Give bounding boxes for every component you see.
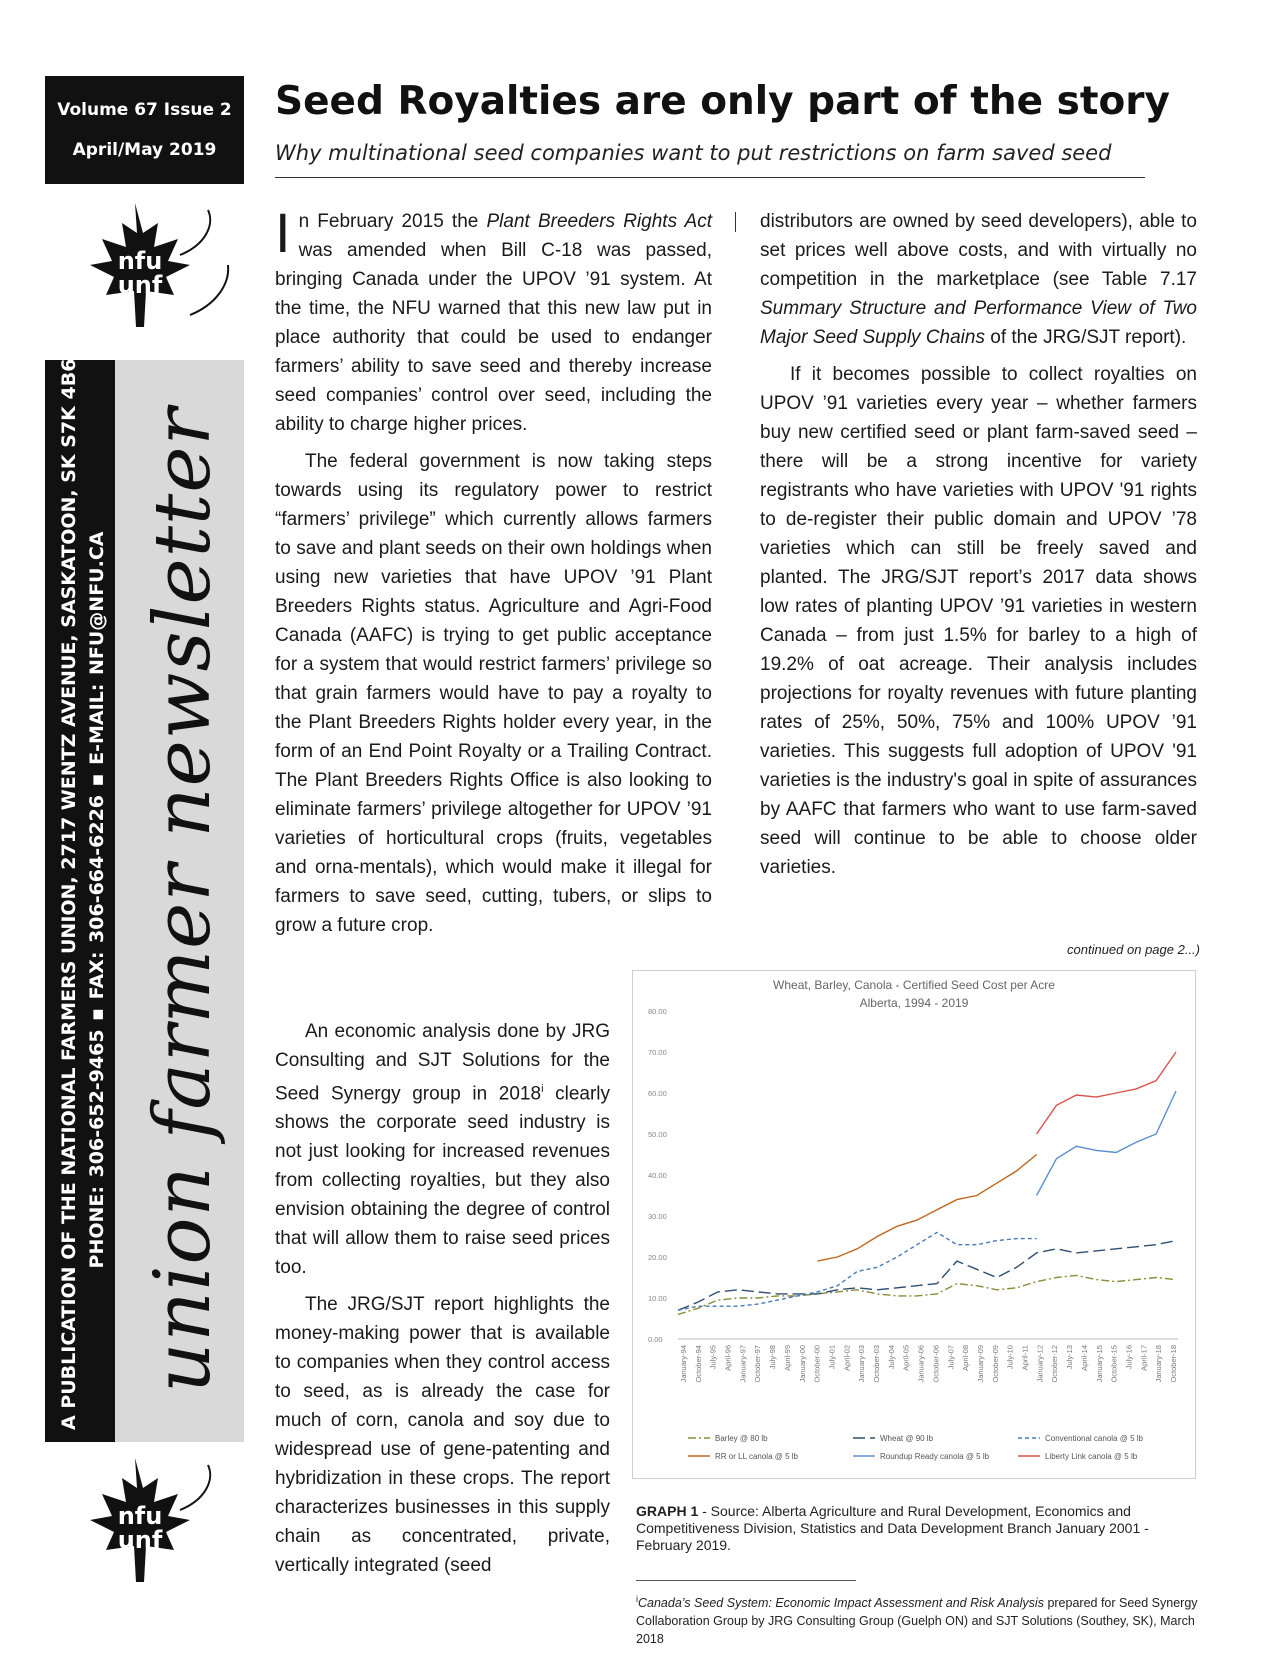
x-tick-label: April-05 — [901, 1345, 911, 1371]
article-subhead: Why multinational seed companies want to put restrictions on farm saved seed — [275, 141, 1112, 165]
x-tick-label: July-04 — [886, 1345, 896, 1370]
p3-text-b: clearly shows the corporate seed industry is not just looking for increased revenues from collecting royalties, but they also envision obtaining the degree of control that will allow them to raise seed prices too. — [275, 1083, 611, 1279]
chart-title: Wheat, Barley, Canola - Certified Seed Cost per Acre — [773, 978, 1055, 992]
x-tick-label: April-17 — [1139, 1345, 1149, 1371]
paragraph-2: The federal government is now taking steps towards using its regulatory power to restrict “farmers’ privilege” which currently allows farmers to save and plant seeds on their own holdings when using new varieties that have UPOV ’91 Plant Breeders Rights status. Agriculture and Agri-Food Canada (AAFC) is trying to get public acceptance for a system that would restrict farmers’ privilege so that grain farmers would have to pay a royalty to the Plant Breeders Rights holder every year, in the form of an End Point Royalty or a Trailing Contract. The Plant Breeders Rights Office is also looking to eliminate farmers’ privilege altogether for UPOV ’91 varieties of horticultural crops (fruits, vegetables and orna-mentals), which would make it illegal for farmers to save seed, cutting, tubers, or slips to grow a future crop. — [275, 451, 712, 936]
x-tick-label: October-09 — [990, 1345, 1000, 1383]
legend-label: Roundup Ready canola @ 5 lb — [880, 1452, 990, 1461]
legend-label: Liberty Link canola @ 5 lb — [1045, 1452, 1138, 1461]
p3-text-a: An economic analysis done by JRG Consulting and SJT Solutions for the Seed Synergy group in 2018 — [275, 1021, 610, 1105]
x-tick-label: July-10 — [1005, 1345, 1015, 1370]
logo-nfu-text: nfu — [117, 247, 163, 275]
x-tick-label: October-94 — [693, 1345, 703, 1383]
y-tick-label: 20.00 — [648, 1253, 667, 1262]
paragraph-6: If it becomes possible to collect royalties on UPOV ’91 varieties every year – whether farmers buy new certified seed or plant farm-saved seed – there will be a strong incentive for variety registrants who have varieties with UPOV '91 rights to de-register their public domain and UPOV ’78 varieties which can still be freely saved and planted. The JRG/SJT report’s 2017 data shows low rates of planting UPOV ’91 varieties in western Canada – from just 1.5% for barley to a high of 19.2% of oat acreage. Their analysis includes projections for royalty revenues with future planting rates of 25%, 50%, 75% and 100% UPOV ’91 varieties. This suggests full adoption of UPOV '91 varieties is the industry's goal in spite of assurances by AAFC that farmers who want to use farm-saved seed will continue to be able to choose older varieties. — [760, 364, 1197, 878]
x-tick-label: July-95 — [708, 1345, 718, 1370]
x-tick-label: July-13 — [1065, 1345, 1075, 1370]
x-tick-label: January-09 — [975, 1345, 985, 1383]
legend-label: RR or LL canola @ 5 lb — [715, 1452, 798, 1461]
continued-note: continued on page 2...) — [1067, 942, 1200, 957]
y-tick-label: 50.00 — [648, 1130, 667, 1139]
x-tick-label: July-07 — [946, 1345, 956, 1370]
x-tick-label: October-03 — [872, 1345, 882, 1383]
caption-text: - Source: Alberta Agriculture and Rural Development, Economics and Competitiveness Division, Statistics and Data Development Branch January 2001 - February 2019. — [636, 1503, 1149, 1553]
x-tick-label: January-15 — [1094, 1345, 1104, 1383]
x-tick-label: July-98 — [768, 1345, 778, 1370]
series-line — [678, 1232, 1037, 1310]
p1-text-b: was amended when Bill C-18 was passed, bringing Canada under the UPOV ’91 system. At the time, the NFU warned that this new law put in place authority that could be used to endanger farmers’ ability to save seed and thereby increase seed companies’ control over seed, including the ability to charge higher prices. — [275, 240, 712, 435]
x-tick-label: October-15 — [1109, 1345, 1119, 1383]
footnote-title: Canada’s Seed System: Economic Impact Assessment and Risk Analysis — [638, 1596, 1044, 1611]
y-tick-label: 80.00 — [648, 1007, 667, 1016]
p1-text-a: n February 2015 the — [298, 211, 487, 232]
x-tick-label: April-08 — [961, 1345, 971, 1371]
series-line — [678, 1275, 1176, 1314]
x-tick-label: July-01 — [827, 1345, 837, 1370]
footnote-text: prepared for Seed Synergy Collaboration Group by JRG Consulting Group (Guelph ON) and SJT Solutions (Southey, SK), March 2018 — [636, 1596, 1198, 1647]
p5-italic: Summary Structure and Performance View of Two Major Seed Supply Chains — [760, 298, 1197, 348]
paragraph-4: The JRG/SJT report highlights the money-making power that is available to companies when they control access to seed, as is already the case for much of corn, canola and soy due to widespread use of gene-patenting and hybridization in these crops. The report characterizes businesses in this supply chain as concentrated, private, vertically integrated (seed — [275, 1294, 610, 1577]
paragraph-1 — [275, 201, 712, 439]
x-tick-label: October-06 — [931, 1345, 941, 1383]
x-tick-label: October-12 — [1050, 1345, 1060, 1383]
p5-text-b: of the JRG/SJT report). — [984, 327, 1187, 348]
article-column-1 — [275, 201, 712, 948]
newsletter-title: union farmer newsletter — [138, 407, 228, 1393]
issue-date: April/May 2019 — [72, 140, 217, 160]
column-divider — [735, 212, 736, 232]
x-tick-label: April-96 — [723, 1345, 733, 1371]
x-tick-label: January-03 — [857, 1345, 867, 1383]
logo-unf-text: unf — [117, 1526, 163, 1554]
y-tick-label: 10.00 — [648, 1294, 667, 1303]
publisher-contact: PHONE: 306-652-9465 ▪ FAX: 306-664-6226 ▪ E-MAIL: NFU@NFU.CA — [86, 531, 108, 1269]
nfu-logo-top — [40, 195, 240, 355]
x-tick-label: April-02 — [842, 1345, 852, 1371]
footnote-divider — [636, 1580, 856, 1581]
x-tick-label: January-06 — [916, 1345, 926, 1383]
drop-cap: I — [275, 201, 291, 264]
volume-box — [45, 76, 244, 184]
y-tick-label: 70.00 — [648, 1048, 667, 1057]
x-tick-label: April-99 — [782, 1345, 792, 1371]
p1-italic: Plant Breeders Rights Act — [486, 211, 712, 232]
legend-label: Conventional canola @ 5 lb — [1045, 1434, 1143, 1443]
nfu-logo-bottom — [40, 1450, 240, 1600]
article-headline: Seed Royalties are only part of the story — [275, 79, 1170, 124]
footnote — [636, 1590, 1206, 1648]
footnote-ref: i — [541, 1083, 544, 1095]
p5-text-a: distributors are owned by seed developers), able to set prices well above costs, and with virtually no competition in the marketplace (see Table 7.17 — [760, 211, 1197, 290]
x-tick-label: April-11 — [1020, 1345, 1030, 1371]
chart-subtitle: Alberta, 1994 - 2019 — [859, 996, 969, 1010]
article-column-1-lower — [275, 1017, 610, 1588]
series-line — [678, 1241, 1176, 1311]
x-tick-label: January-12 — [1035, 1345, 1045, 1383]
seed-cost-chart — [632, 970, 1196, 1479]
x-tick-label: January-94 — [679, 1345, 688, 1383]
paragraph-3 — [275, 1017, 610, 1282]
logo-nfu-text: nfu — [117, 1502, 163, 1530]
x-tick-label: October-97 — [753, 1345, 763, 1383]
x-tick-label: October-18 — [1169, 1345, 1178, 1383]
y-tick-label: 40.00 — [648, 1171, 667, 1180]
publisher-address: A PUBLICATION OF THE NATIONAL FARMERS UNION, 2717 WENTZ AVENUE, SASKATOON, SK S7K 4B6 — [58, 358, 80, 1430]
volume-issue: Volume 67 Issue 2 — [57, 100, 232, 120]
series-line — [1037, 1091, 1176, 1196]
y-tick-label: 30.00 — [648, 1212, 667, 1221]
y-tick-label: 60.00 — [648, 1089, 667, 1098]
footnote-marker: i — [636, 1594, 638, 1604]
legend-label: Wheat @ 90 lb — [880, 1434, 934, 1443]
legend-label: Barley @ 80 lb — [715, 1434, 768, 1443]
article-column-2 — [760, 207, 1197, 890]
y-tick-label: 0.00 — [648, 1335, 663, 1344]
caption-label: GRAPH 1 — [636, 1503, 699, 1519]
x-tick-label: October-00 — [812, 1345, 822, 1383]
x-tick-label: January-18 — [1154, 1345, 1164, 1383]
x-tick-label: January-97 — [738, 1345, 748, 1383]
x-tick-label: July-16 — [1124, 1345, 1134, 1370]
x-tick-label: January-00 — [797, 1345, 807, 1383]
paragraph-5 — [760, 207, 1197, 352]
series-line — [817, 1155, 1036, 1262]
headline-divider — [275, 177, 1145, 178]
series-line — [1037, 1052, 1176, 1134]
x-tick-label: April-14 — [1079, 1345, 1089, 1371]
logo-unf-text: unf — [117, 271, 163, 299]
chart-svg — [633, 971, 1195, 1478]
graph-caption — [636, 1503, 1198, 1554]
